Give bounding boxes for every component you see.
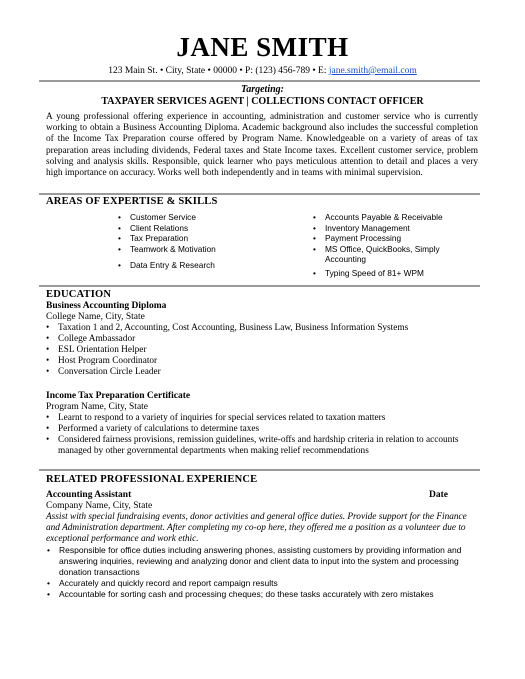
skill-item: • Inventory Management	[311, 223, 476, 234]
list-item: • Considered fairness provisions, remission guidelines, write-offs and hardship criteria in relation to accounts managed by other governmental departments when making relief recommendations	[46, 435, 478, 457]
job-company: Company Name, City, State	[46, 501, 153, 511]
skills-heading: AREAS OF EXPERTISE & SKILLS	[46, 196, 218, 207]
skill-item: • Data Entry & Research	[116, 260, 301, 271]
job-block	[46, 490, 478, 600]
list-item: • Conversation Circle Leader	[46, 367, 478, 378]
list-item: • Performed a variety of calculations to determine taxes	[46, 424, 478, 435]
job-title: Accounting Assistant	[46, 490, 132, 500]
skill-item: • Accounts Payable & Receivable	[311, 212, 476, 223]
job-description: Assist with special fundraising events, donor activities and general office duties. Provide support for the Finance and Administration department. After completing my co-op here, they offered me a position as a volunteer due to exceptional performance and work ethic.	[46, 512, 467, 544]
list-item: • Accurately and quickly record and report campaign results	[46, 578, 478, 589]
job-header	[46, 490, 478, 501]
list-item: • Learnt to respond to a variety of inquiries for special services related to taxation matters	[46, 413, 478, 424]
skill-item: • MS Office, QuickBooks, Simply Accounting	[311, 244, 476, 265]
job-duties-list	[46, 545, 478, 600]
education-heading: EDUCATION	[46, 289, 112, 300]
diploma-list	[46, 323, 478, 378]
experience-heading: RELATED PROFESSIONAL EXPERIENCE	[46, 474, 258, 485]
email-link[interactable]: jane.smith@email.com	[328, 66, 417, 76]
list-item: • Accountable for sorting cash and processing cheques; do these tasks accurately with zero mistakes	[46, 589, 478, 600]
list-item: • College Ambassador	[46, 334, 478, 345]
contact-address: 123 Main St. • City, State • 00000 • P: (123) 456-789 • E:	[108, 66, 329, 76]
list-item: • Responsible for office duties including answering phones, assisting customers by providing information and answering inquiries, reviewing and analyzing donor and client data to input into the system and processing donation transactions	[46, 545, 478, 578]
diploma-title: Business Accounting Diploma	[46, 301, 167, 311]
skill-item: • Tax Preparation	[116, 233, 301, 244]
job-date: Date	[429, 490, 448, 500]
skill-item: • Payment Processing	[311, 233, 476, 244]
target-position-title: TAXPAYER SERVICES AGENT | COLLECTIONS CONTACT OFFICER	[101, 96, 424, 107]
contact-line	[0, 65, 525, 77]
certificate-school: Program Name, City, State	[46, 402, 149, 412]
skills-list-right	[311, 212, 476, 279]
skill-item: • Customer Service	[116, 212, 301, 223]
skill-item: • Client Relations	[116, 223, 301, 234]
experience-divider	[39, 469, 480, 471]
diploma-block	[46, 301, 478, 378]
certificate-block	[46, 391, 478, 457]
list-item: • Host Program Coordinator	[46, 356, 478, 367]
skill-item: • Typing Speed of 81+ WPM	[311, 268, 476, 279]
professional-summary: A young professional offering experience in accounting, administration and customer service who is currently working to obtain a Business Accounting Diploma. Academic background also includes the successful completion of the Income Tax Preparation course offered by Program Name. Knowledgeable on a variety of areas of tax preparation areas including dividends, Federal taxes and State Income taxes. Excellent customer service, problem solving and analysis skills. Responsible, quick learner who pays meticulous attention to detail and places a very high importance on accuracy. Works well both independently and in teams with minimal supervision.	[46, 112, 478, 179]
diploma-school: College Name, City, State	[46, 312, 145, 322]
resume-name: JANE SMITH	[176, 32, 349, 62]
list-item: • ESL Orientation Helper	[46, 345, 478, 356]
skills-divider	[39, 193, 480, 195]
skill-item: • Teamwork & Motivation	[116, 244, 301, 255]
targeting-label: Targeting:	[241, 84, 284, 95]
skills-list-left	[116, 212, 301, 271]
certificate-title: Income Tax Preparation Certificate	[46, 391, 191, 401]
header-divider	[39, 80, 480, 82]
list-item: • Taxation 1 and 2, Accounting, Cost Accounting, Business Law, Business Information Systems	[46, 323, 478, 334]
education-divider	[39, 285, 480, 287]
certificate-list	[46, 413, 478, 457]
